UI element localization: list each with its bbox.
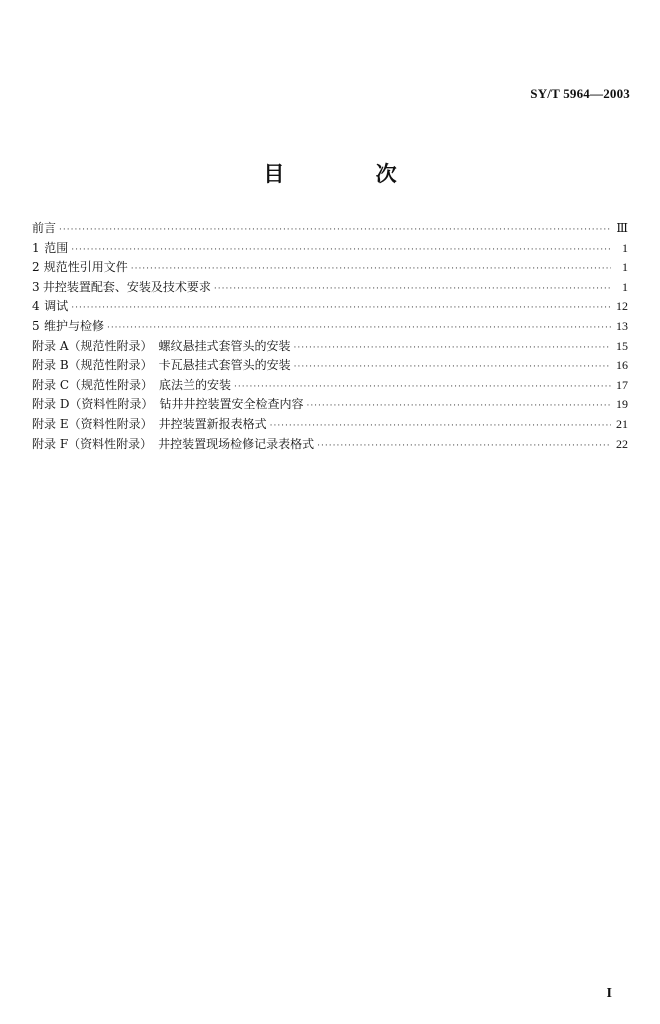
toc-entry-number: 4	[32, 299, 40, 314]
table-of-contents	[32, 219, 628, 454]
toc-entry-title: 调试	[44, 299, 69, 314]
toc-appendix-label: 附录 E（资料性附录）	[32, 416, 153, 431]
standard-code: SY/T 5964—2003	[530, 86, 630, 101]
toc-entry-title: 维护与检修	[43, 318, 104, 333]
toc-appendix-label: 附录 D（资料性附录）	[32, 397, 154, 412]
toc-entry-page: 15	[616, 338, 628, 353]
toc-entry-page: 1	[622, 260, 628, 275]
toc-entry-page: 1	[622, 279, 628, 294]
toc-entry-page: 17	[616, 377, 628, 392]
toc-dot-leader	[270, 417, 611, 437]
toc-entry-number: 1	[32, 240, 40, 255]
toc-dot-leader	[71, 299, 611, 319]
toc-dot-leader	[317, 437, 611, 457]
toc-entry-page: 1	[622, 240, 628, 255]
toc-entry-title: 卡瓦悬挂式套管头的安装	[158, 358, 291, 373]
toc-entry-page: 16	[616, 358, 628, 373]
toc-entry-title: 底法兰的安装	[159, 377, 232, 392]
toc-appendix-label: 附录 B（规范性附录）	[32, 358, 153, 373]
page-number: I	[606, 986, 612, 1001]
toc-entry-appendix-c[interactable]	[32, 376, 628, 396]
toc-entry-appendix-d[interactable]	[32, 395, 628, 415]
toc-entry-page: 12	[616, 299, 628, 314]
toc-dot-leader	[294, 339, 612, 359]
toc-appendix-label: 附录 C（规范性附录）	[32, 377, 153, 392]
toc-dot-leader	[294, 358, 611, 378]
page-title: 目 次	[263, 162, 439, 186]
toc-entry-title: 井控装置配套、安装及技术要求	[42, 279, 211, 294]
toc-dot-leader	[71, 241, 611, 261]
toc-entry-title: 范围	[44, 240, 69, 255]
toc-entry-appendix-a[interactable]	[32, 337, 628, 357]
toc-entry-title: 前言	[32, 221, 57, 235]
toc-entry-title: 钻井井控装置安全检查内容	[159, 397, 304, 412]
toc-entry-title: 规范性引用文件	[43, 260, 128, 275]
toc-entry-1[interactable]	[32, 239, 628, 259]
toc-entry-title: 井控装置新报表格式	[158, 416, 267, 431]
toc-entry-title: 井控装置现场检修记录表格式	[158, 436, 315, 451]
toc-dot-leader	[59, 221, 611, 241]
toc-entry-title: 螺纹悬挂式套管头的安装	[158, 338, 291, 353]
toc-entry-3[interactable]	[32, 278, 628, 298]
toc-entry-page: 22	[616, 436, 628, 451]
toc-appendix-label: 附录 F（资料性附录）	[32, 436, 153, 451]
toc-entry-5[interactable]	[32, 317, 628, 337]
toc-entry-page: Ⅲ	[616, 221, 628, 235]
toc-entry-appendix-f[interactable]	[32, 435, 628, 455]
toc-entry-number: 5	[32, 318, 40, 333]
toc-entry-foreword[interactable]	[32, 219, 628, 239]
toc-entry-number: 3	[32, 279, 40, 294]
toc-dot-leader	[306, 397, 611, 417]
toc-entry-page: 19	[616, 397, 628, 412]
toc-entry-appendix-e[interactable]	[32, 415, 628, 435]
toc-appendix-label: 附录 A（规范性附录）	[32, 338, 153, 353]
toc-entry-4[interactable]	[32, 297, 628, 317]
toc-entry-page: 13	[616, 318, 628, 333]
toc-entry-2[interactable]	[32, 258, 628, 278]
toc-entry-page: 21	[616, 416, 628, 431]
toc-entry-appendix-b[interactable]	[32, 356, 628, 376]
toc-dot-leader	[214, 280, 611, 300]
toc-entry-number: 2	[32, 260, 40, 275]
